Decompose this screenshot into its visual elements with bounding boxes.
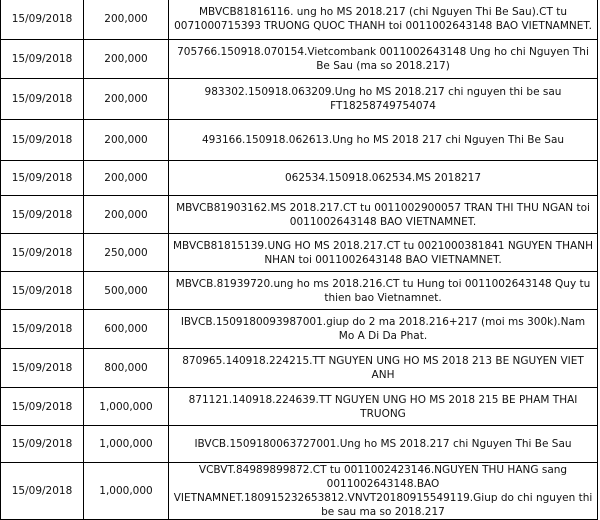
description-cell: 705766.150918.070154.Vietcombank 0011002643148 Ung ho chi Nguyen Thi Be Sau (ma so 2018.217): [169, 40, 598, 79]
table-row: [1, 196, 598, 234]
date-cell: 15/09/2018: [1, 79, 84, 120]
description-cell: MBVCB81815139.UNG HO MS 2018.217.CT tu 0021000381841 NGUYEN THANH NHAN toi 0011002643148 BAO VIETNAMNET.: [169, 234, 598, 272]
date-cell: 15/09/2018: [1, 388, 84, 426]
table-row: [1, 40, 598, 79]
date-cell: 15/09/2018: [1, 234, 84, 272]
amount-cell: 1,000,000: [84, 388, 169, 426]
amount-cell: 800,000: [84, 349, 169, 388]
description-cell: 062534.150918.062534.MS 2018217: [169, 161, 598, 196]
amount-cell: 200,000: [84, 196, 169, 234]
description-cell: 983302.150918.063209.Ung ho MS 2018.217 chi nguyen thi be sau FT18258749754074: [169, 79, 598, 120]
table-row: [1, 310, 598, 349]
table-row: [1, 120, 598, 161]
table-row: [1, 272, 598, 310]
date-cell: 15/09/2018: [1, 161, 84, 196]
table-row: [1, 426, 598, 463]
table-row: [1, 234, 598, 272]
date-cell: 15/09/2018: [1, 272, 84, 310]
table-row: [1, 463, 598, 520]
description-cell: IBVCB.1509180063727001.Ung ho MS 2018.217 chi Nguyen Thi Be Sau: [169, 426, 598, 463]
date-cell: 15/09/2018: [1, 196, 84, 234]
table-row: [1, 388, 598, 426]
date-cell: 15/09/2018: [1, 120, 84, 161]
amount-cell: 500,000: [84, 272, 169, 310]
amount-cell: 200,000: [84, 0, 169, 40]
description-cell: 870965.140918.224215.TT NGUYEN UNG HO MS 2018 213 BE NGUYEN VIET ANH: [169, 349, 598, 388]
description-cell: 871121.140918.224639.TT NGUYEN UNG HO MS 2018 215 BE PHAM THAI TRUONG: [169, 388, 598, 426]
date-cell: 15/09/2018: [1, 40, 84, 79]
date-cell: 15/09/2018: [1, 426, 84, 463]
date-cell: 15/09/2018: [1, 463, 84, 520]
amount-cell: 200,000: [84, 79, 169, 120]
table-row: [1, 161, 598, 196]
date-cell: 15/09/2018: [1, 349, 84, 388]
description-cell: IBVCB.1509180093987001.giup do 2 ma 2018.216+217 (moi ms 300k).Nam Mo A Di Da Phat.: [169, 310, 598, 349]
description-cell: MBVCB81816116. ung ho MS 2018.217 (chi Nguyen Thi Be Sau).CT tu 0071000715393 TRUONG QUOC THANH toi 0011002643148 BAO VIETNAMNET.: [169, 0, 598, 40]
amount-cell: 250,000: [84, 234, 169, 272]
table-row: [1, 0, 598, 40]
amount-cell: 600,000: [84, 310, 169, 349]
description-cell: VCBVT.84989899872.CT tu 0011002423146.NGUYEN THU HANG sang 0011002643148.BAO VIETNAMNET.180915232653812.VNVT20180915549119.Giup do chi nguyen thi be sau ma so 2018.217: [169, 463, 598, 520]
date-cell: 15/09/2018: [1, 0, 84, 40]
amount-cell: 200,000: [84, 120, 169, 161]
amount-cell: 200,000: [84, 40, 169, 79]
table-row: [1, 79, 598, 120]
table-row: [1, 349, 598, 388]
description-cell: MBVCB81903162.MS 2018.217.CT tu 0011002900057 TRAN THI THU NGAN toi 0011002643148 BAO VIETNAMNET.: [169, 196, 598, 234]
date-cell: 15/09/2018: [1, 310, 84, 349]
description-cell: MBVCB.81939720.ung ho ms 2018.216.CT tu Hung toi 0011002643148 Quy tu thien bao Vietnamnet.: [169, 272, 598, 310]
description-cell: 493166.150918.062613.Ung ho MS 2018 217 chi Nguyen Thi Be Sau: [169, 120, 598, 161]
amount-cell: 1,000,000: [84, 426, 169, 463]
amount-cell: 1,000,000: [84, 463, 169, 520]
amount-cell: 200,000: [84, 161, 169, 196]
